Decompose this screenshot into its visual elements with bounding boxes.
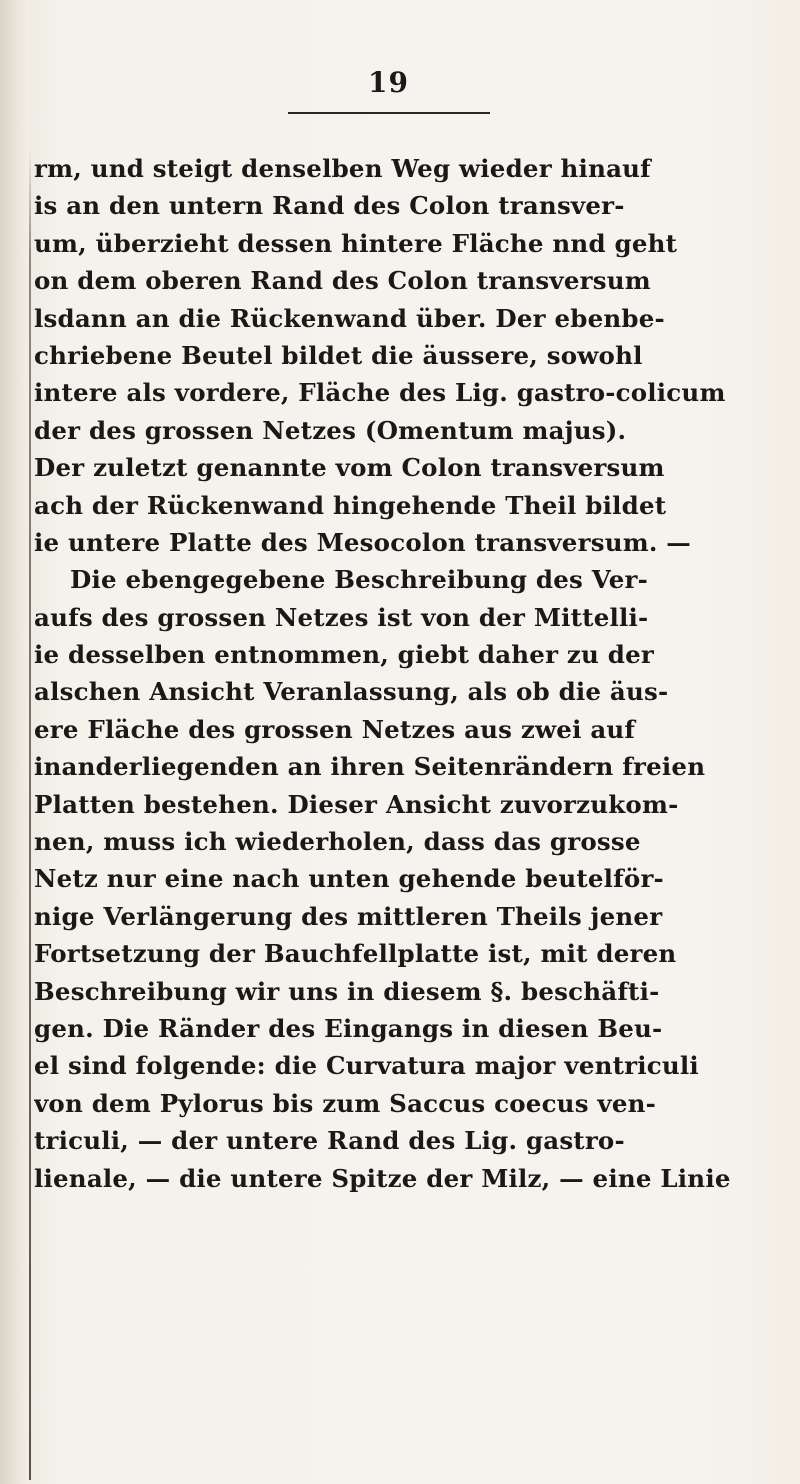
text-line: ie untere Platte des Mesocolon transversum. — <box>34 527 691 557</box>
text-line: rm, und steigt denselben Weg wieder hinauf <box>34 154 651 183</box>
text-line: um, überzieht dessen hintere Fläche nnd geht <box>34 228 678 258</box>
text-line: triculi, — der untere Rand des Lig. gastro- <box>34 1126 625 1156</box>
text-line: nen, muss ich wiederholen, dass das grosse <box>34 827 641 857</box>
text-line: alschen Ansicht Veranlassung, als ob die äus- <box>34 677 669 707</box>
page-number: 19 <box>368 66 409 99</box>
text-line: el sind folgende: die Curvatura major ventriculi <box>34 1051 699 1081</box>
text-line: der des grossen Netzes (Omentum majus). <box>34 415 627 445</box>
text-line: inanderliegenden an ihren Seitenrändern freien <box>34 752 706 782</box>
text-line: Der zuletzt genannte vom Colon transversum <box>34 453 665 483</box>
text-line: nige Verlängerung des mittleren Theils jener <box>34 901 663 931</box>
header-rule <box>288 112 490 114</box>
paragraph-start-line: Die ebengegebene Beschreibung des Ver- <box>70 565 648 595</box>
text-line: Platten bestehen. Dieser Ansicht zuvorzukom- <box>34 789 679 819</box>
text-line: ere Fläche des grossen Netzes aus zwei auf <box>34 714 636 744</box>
text-line: lienale, — die untere Spitze der Milz, — eine Linie <box>34 1163 731 1193</box>
text-line: Netz nur eine nach unten gehende beutelför- <box>34 864 664 894</box>
page-gutter <box>0 0 30 1484</box>
text-line: ie desselben entnommen, giebt daher zu der <box>34 640 654 670</box>
text-line: on dem oberen Rand des Colon transversum <box>34 266 651 296</box>
binding-edge <box>29 150 31 1480</box>
text-line: Beschreibung wir uns in diesem §. beschäfti- <box>34 976 660 1006</box>
body-text <box>34 150 794 1197</box>
text-line: lsdann an die Rückenwand über. Der ebenbe- <box>34 303 665 333</box>
text-line: Fortsetzung der Bauchfellplatte ist, mit deren <box>34 939 677 969</box>
text-line: chriebene Beutel bildet die äussere, sowohl <box>34 340 643 370</box>
text-line: is an den untern Rand des Colon transver- <box>34 191 625 221</box>
text-line: von dem Pylorus bis zum Saccus coecus ven- <box>34 1088 657 1118</box>
text-line: gen. Die Ränder des Eingangs in diesen Beu- <box>34 1013 663 1043</box>
text-line: ach der Rückenwand hingehende Theil bildet <box>34 490 667 520</box>
text-line: aufs des grossen Netzes ist von der Mittelli- <box>34 602 649 632</box>
text-line: intere als vordere, Fläche des Lig. gastro-colicum <box>34 378 726 408</box>
